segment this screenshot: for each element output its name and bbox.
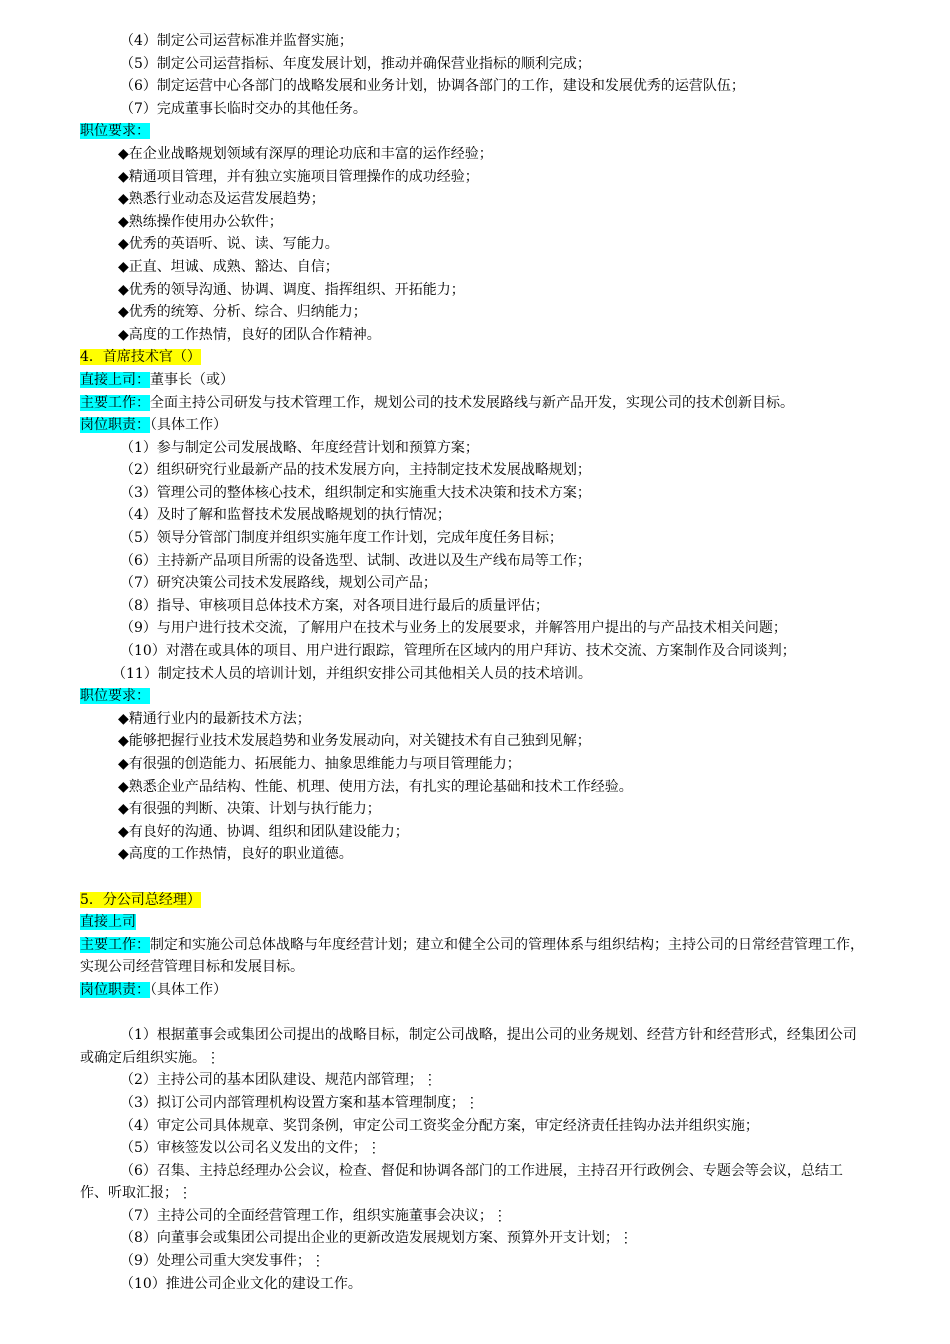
- task-item: （6）主持新产品项目所需的设备选型、试制、改进以及生产线布局等工作；: [120, 552, 591, 569]
- task-item: （5）领导分管部门制度并组织实施年度工作计划，完成年度任务目标；: [120, 530, 563, 547]
- task-item: （11）制定技术人员的培训计划，并组织安排公司其他相关人员的技术培训。: [112, 665, 592, 682]
- sec4-duties: [80, 414, 870, 437]
- sec3-requirements-heading: [80, 120, 870, 143]
- sec4-requirements-list: [80, 708, 870, 866]
- requirement-item: ◆有良好的沟通、协调、组织和团队建设能力；: [118, 823, 409, 840]
- requirement-item: ◆精通项目管理，并有独立实施项目管理操作的成功经验；: [118, 168, 479, 185]
- requirement-item: ◆有很强的创造能力、拓展能力、抽象思维能力与项目管理能力；: [118, 756, 521, 772]
- task-item: （7）主持公司的全面经营管理工作，组织实施董事会决议；⋮: [120, 1207, 507, 1224]
- task-item: （10）对潜在或具体的项目、用户进行跟踪，管理所在区域内的用户拜访、技术交流、方案制作及合同谈判；: [120, 643, 796, 660]
- highlight-label: 直接上司：: [80, 371, 150, 388]
- task-item: （1）参与制定公司发展战略、年度经营计划和预算方案；: [120, 439, 479, 456]
- highlight-label: 岗位职责：: [80, 417, 150, 434]
- sec5-title: [80, 889, 870, 912]
- sec4-requirements-heading: [80, 685, 870, 708]
- sec4-superior: [80, 369, 870, 392]
- sec4-task-list: [80, 437, 870, 686]
- sec5-main-work: [80, 934, 870, 979]
- task-item: （7）完成董事长临时交办的其他任务。: [120, 100, 367, 117]
- task-item: （8）向董事会或集团公司提出企业的更新改造发展规划方案、预算外开支计划；⋮: [120, 1230, 633, 1247]
- field-value: 全面主持公司研发与技术管理工作，规划公司的技术发展路线与新产品开发，实现公司的技术创新目标。: [150, 394, 794, 411]
- task-item: （7）研究决策公司技术发展路线，规划公司产品；: [120, 575, 437, 592]
- task-item: （5）制定公司运营指标、年度发展计划，推动并确保营业指标的顺利完成；: [120, 55, 591, 72]
- requirement-item: ◆正直、坦诚、成熟、豁达、自信；: [118, 258, 339, 275]
- task-item: （9）与用户进行技术交流，了解用户在技术与业务上的发展要求，并解答用户提出的与产品技术相关问题；: [120, 620, 787, 637]
- task-item: （8）指导、审核项目总体技术方案，对各项目进行最后的质量评估；: [120, 597, 549, 614]
- sec4-title: [80, 346, 870, 369]
- highlight-label: 主要工作：: [80, 936, 150, 953]
- highlight-label: 职位要求：: [80, 123, 150, 140]
- section-title: 5．分公司总经理）: [80, 891, 201, 908]
- highlight-label: 职位要求：: [80, 688, 150, 705]
- highlight-label: 主要工作：: [80, 394, 150, 411]
- section-title: 4．首席技术官（）: [80, 349, 201, 366]
- task-item: （3）管理公司的整体核心技术，组织制定和实施重大技术决策和技术方案；: [120, 484, 591, 501]
- sec4-main-work: [80, 392, 870, 415]
- requirement-item: ◆熟悉行业动态及运营发展趋势；: [118, 191, 325, 208]
- task-item: （4）制定公司运营标准并监督实施；: [120, 33, 353, 49]
- task-item: （10）推进公司企业文化的建设工作。: [120, 1275, 362, 1292]
- sec3-requirements-list: [80, 143, 870, 346]
- sec5-duties: [80, 979, 870, 1002]
- task-item: （5）审核签发以公司名义发出的文件；⋮: [120, 1140, 381, 1157]
- task-item: （3）拟订公司内部管理机构设置方案和基本管理制度；⋮: [120, 1094, 479, 1111]
- field-value: （具体工作）: [150, 981, 227, 998]
- field-value: 董事长（或）: [150, 371, 234, 388]
- document-page: [80, 30, 870, 1295]
- requirement-item: ◆精通行业内的最新技术方法；: [118, 710, 311, 727]
- field-value: 制定和实施公司总体战略与年度经营计划；建立和健全公司的管理体系与组织结构；主持公司的日常经营管理工作，实现公司经营管理目标和发展目标。: [80, 936, 864, 976]
- blank-line: [80, 1002, 870, 1025]
- task-item: （6）制定运营中心各部门的战略发展和业务计划，协调各部门的工作，建设和发展优秀的运营队伍；: [120, 78, 745, 95]
- requirement-item: ◆优秀的统筹、分析、综合、归纳能力；: [118, 304, 367, 321]
- requirement-item: ◆熟练操作使用办公软件；: [118, 213, 283, 230]
- requirement-item: ◆有很强的判断、决策、计划与执行能力；: [118, 801, 381, 818]
- requirement-item: ◆在企业战略规划领域有深厚的理论功底和丰富的运作经验；: [118, 145, 493, 162]
- task-item: （6）召集、主持总经理办公会议，检查、督促和协调各部门的工作进展，主持召开行政例会、专题会等会议，总结工作、听取汇报；⋮: [80, 1162, 843, 1202]
- requirement-item: ◆优秀的领导沟通、协调、调度、指挥组织、开拓能力；: [118, 281, 465, 298]
- task-item: （4）及时了解和监督技术发展战略规划的执行情况；: [120, 507, 451, 524]
- task-item: （9）处理公司重大突发事件；⋮: [120, 1253, 325, 1270]
- blank-line: [80, 866, 870, 889]
- task-item: （2）主持公司的基本团队建设、规范内部管理；⋮: [120, 1072, 437, 1089]
- highlight-label: 岗位职责：: [80, 981, 150, 998]
- field-value: （具体工作）: [150, 417, 227, 434]
- task-item: （4）审定公司具体规章、奖罚条例，审定公司工资奖金分配方案，审定经济责任挂钩办法并组织实施；: [120, 1117, 759, 1134]
- highlight-label: 直接上司: [80, 914, 136, 931]
- sec5-task-list: [80, 1024, 870, 1295]
- requirement-item: ◆高度的工作热情，良好的团队合作精神。: [118, 326, 381, 343]
- requirement-item: ◆熟悉企业产品结构、性能、机理、使用方法，有扎实的理论基础和技术工作经验。: [118, 778, 633, 795]
- sec5-superior: [80, 911, 870, 934]
- requirement-item: ◆高度的工作热情，良好的职业道德。: [118, 846, 353, 863]
- requirement-item: ◆优秀的英语听、说、读、写能力。: [118, 236, 339, 253]
- requirement-item: ◆能够把握行业技术发展趋势和业务发展动向，对关键技术有自己独到见解；: [118, 733, 591, 750]
- task-item: （1）根据董事会或集团公司提出的战略目标，制定公司战略，提出公司的业务规划、经营方针和经营形式，经集团公司或确定后组织实施。⋮: [80, 1027, 857, 1066]
- task-item: （2）组织研究行业最新产品的技术发展方向，主持制定技术发展战略规划；: [120, 462, 591, 479]
- sec3-task-list: [80, 30, 870, 120]
